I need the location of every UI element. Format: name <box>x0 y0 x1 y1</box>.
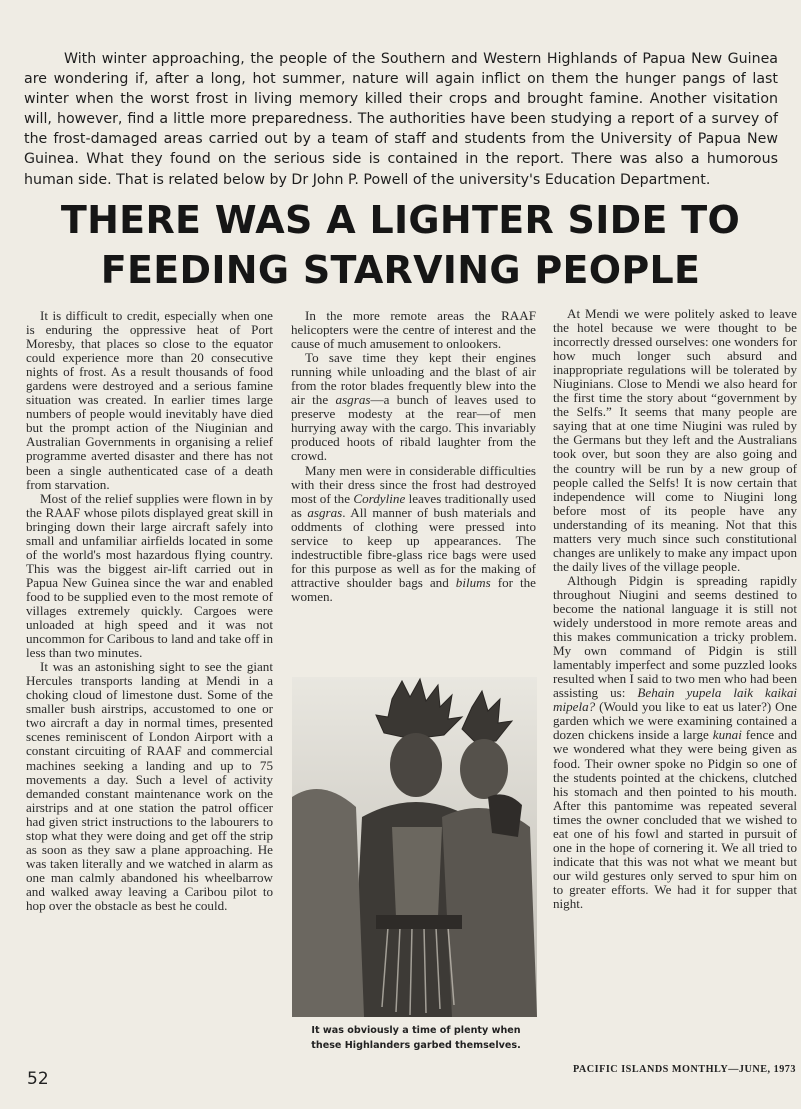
headline-line-1: THERE WAS A LIGHTER SIDE TO <box>60 198 741 242</box>
running-head: PACIFIC ISLANDS MONTHLY—JUNE, 1973 <box>572 1064 796 1075</box>
col2-p3-text-d: for the women. <box>291 574 536 604</box>
intro-text: With winter approaching, the people of the Southern and Western Highlands of Papua New Guinea are wondering if, after a long, hot summer, nature will again inflict on them the hunger pangs of last winter when the worst frost in living memory killed their crops and brought famine. Another visitation will, however, find a little more preparedness. The authorities have been studying a report of a survey of the frost-damaged areas carried out by a team of staff and students from the University of Papua New Guinea. What they found on the serious side is contained in the report. There was also a humorous human side. That is related below by Dr John P. Powell of the university's Education Department. <box>24 51 778 188</box>
col2-p2-text-a: To save time they kept their engines running while unloading and the blast of air from the rotor blades frequently blew into the air the <box>291 350 536 408</box>
col3-p2-italic-1: Behain yupela laik kaikai mipela? <box>553 685 798 715</box>
col3-p2-text-a: Although Pidgin is spreading rapidly throughout Niugini and seems destined to become the national language it is still not widely understood in more remote areas and this makes communication a tricky problem. My own command of Pidgin is still lamentably imperfect and some puzzled looks resulted when I said to two men who had been assisting us: <box>553 572 797 701</box>
col2-p2-text-b: —a bunch of leaves used to preserve modesty at the rear—of men hurrying away with the cargo. This invariably produced hoots of ribald laughter from the crowd. <box>291 392 536 464</box>
column-2 <box>291 309 536 604</box>
col2-paragraph-1: In the more remote areas the RAAF helicopters were the centre of interest and the cause of much amusement to onlookers. <box>291 308 536 352</box>
col3-p2-italic-2: kunai <box>712 727 742 743</box>
col3-paragraph-1: At Mendi we were politely asked to leave the hotel because we were thought to be incorrectly dressed ourselves: one wonders for how much longer such absurd and inappropriate regulations will be tolerated by Niuginians. Close to Mendi we also heard for the first time the story about “government by the Selfs.” It seems that many people are saying that at one time Niugini was ruled by the Germans but they left and the Australians took over, but soon they are also going and the country will be run by a new group of people called the Selfs! It is now certain that independence will come to Niugini long before most of its people have any understanding of its meaning. Not that this matters very much since such constitutional changes are unlikely to make any impact upon the daily lives of the village people. <box>553 306 797 574</box>
col2-paragraph-2 <box>291 351 536 463</box>
caption-line-1: It was obviously a time of plenty when <box>311 1025 521 1036</box>
caption-line-2: these Highlanders garbed themselves. <box>311 1040 521 1051</box>
col1-paragraph-2: Most of the relief supplies were flown in by the RAAF whose pilots displayed great skill in bringing down their large aircraft safely into small and unfamiliar airfields located in some of the world's most hazardous flying country. This was the biggest air-lift carried out in Papua New Guinea since the war and enabled food to be supplied even to the most remote of villages extremely quickly. Cargoes were unloaded at high speed and it was not uncommon for Caribous to land and take off in less than two minutes. <box>26 490 273 661</box>
photo-caption <box>293 1023 539 1053</box>
col2-paragraph-3 <box>291 464 536 604</box>
photo-illustration <box>292 677 537 1017</box>
highlanders-photo <box>292 677 537 1017</box>
col1-paragraph-1: It is difficult to credit, especially when one is enduring the oppressive heat of Port Moresby, that places so close to the equator could experience more than 20 consecutive nights of frost. As a result thousands of food gardens were destroyed and a serious famine situation was created. In earlier times large numbers of people would inevitably have died but the prompt action of the Niuginian and Australian Governments in organising a relief programme averted disaster and there has not been a single authenticated case of a death from starvation. <box>26 308 273 492</box>
col1-paragraph-3: It was an astonishing sight to see the giant Hercules transports landing at Mendi in a choking cloud of limestone dust. Some of the smaller bush airstrips, accustomed to one or two aircraft a day in normal times, presented scenes reminiscent of London Airport with a constant circuiting of RAAF and commercial machines seeking a landing and up to 75 movements a day. Such a level of activity demanded constant maintenance work on the airstrips and at one station the patrol officer had given strict instructions to the labourers to stop what they were doing and get off the strip as soon as they saw a plane approaching. He was taken literally and we watched in alarm as one man calmly abandoned his wheelbarrow and walked away leaving a Caribou pilot to hop over the obstacle as best he could. <box>26 659 273 913</box>
col2-p3-text-c: . All manner of bush materials and oddments of clothing were pressed into service to keep up appearances. The indestructible fibre-glass rice bags were used for this purpose as well as for the making of attractive shoulder bags and <box>291 504 536 590</box>
col2-p3-italic-2: asgras <box>307 504 343 520</box>
col2-p3-italic-1: Cordyline <box>353 490 406 506</box>
column-1 <box>26 309 273 913</box>
col3-p2-text-c: fence and we wondered what they were being given as food. Their owner spoke no Pidgin so one of the students pointed at the chickens, clutched his stomach and then pointed to his mouth. After this pantomime was repeated several times the owner concluded that we wished to eat one of his fowl and started in pursuit of one in the hope of cornering it. We all tried to indicate that this was not what we meant but our wild gestures only served to spur him on to greater efforts. We had it for supper that night. <box>553 727 797 911</box>
col2-p2-italic: asgras <box>335 392 371 408</box>
col2-p3-text-a: Many men were in considerable difficulties with their dress since the frost had destroyed most of the <box>291 462 536 506</box>
headline-line-2: FEEDING STARVING PEOPLE <box>100 248 701 292</box>
col2-p3-italic-3: bilums <box>455 574 491 590</box>
page-number: 52 <box>27 1069 49 1089</box>
article-headline <box>0 195 801 295</box>
col2-p3-text-b: leaves traditionally used as <box>291 490 536 520</box>
intro-paragraph <box>24 49 778 190</box>
col3-paragraph-2 <box>553 574 797 911</box>
col3-p2-text-b: (Would you like to eat us later?) One garden which we were examining contained a dozen chickens inside a large <box>553 699 797 743</box>
column-3 <box>553 307 797 911</box>
